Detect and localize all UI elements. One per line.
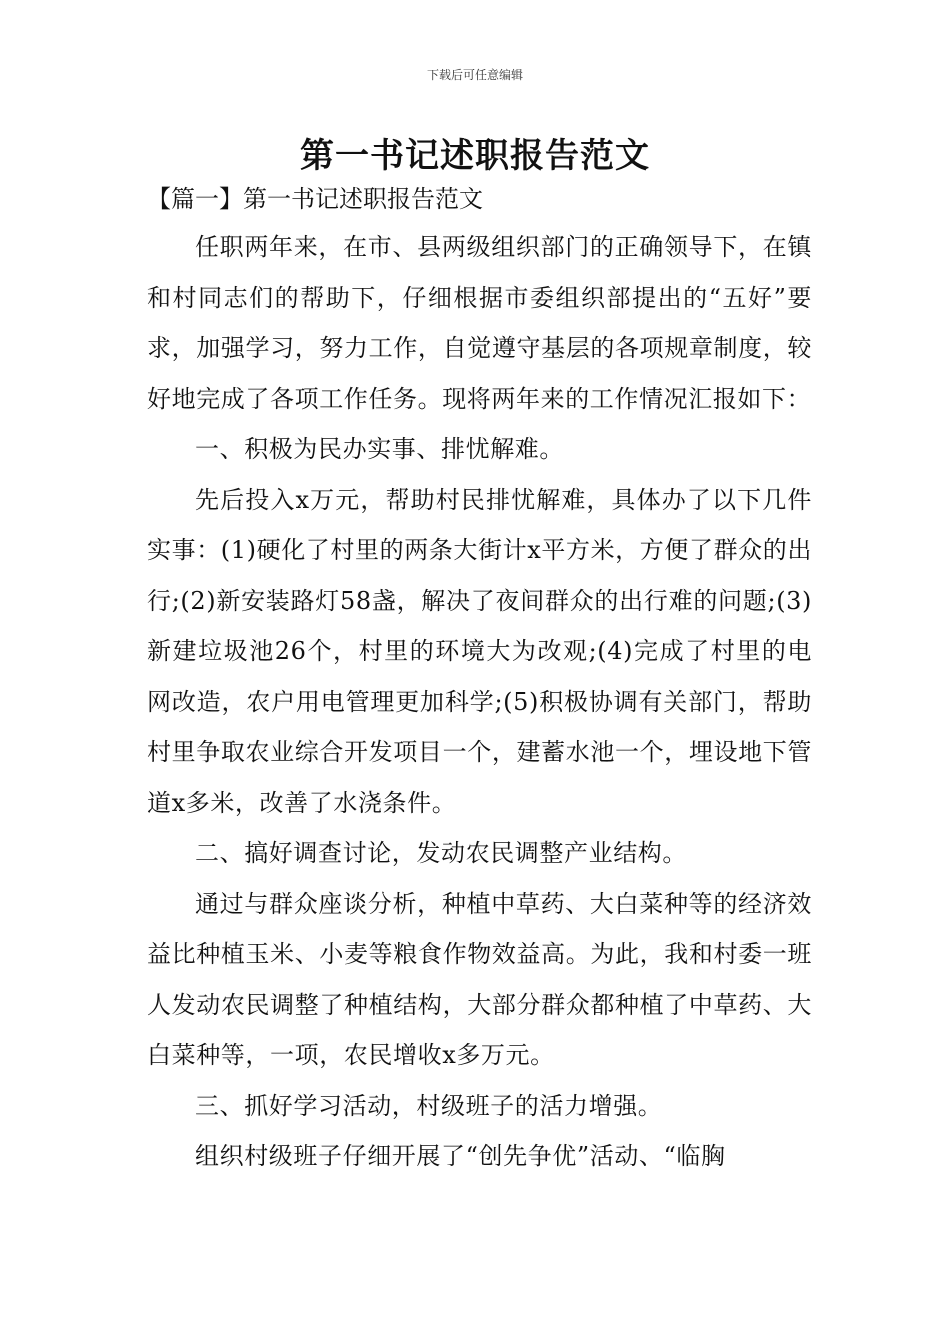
section-heading-1: 一、积极为民办实事、排忧解难。 (195, 435, 564, 463)
paragraph-section-3: 组织村级班子仔细开展了“创先争优”活动、“临胸 (195, 1142, 726, 1170)
page-header-note: 下载后可任意编辑 (426, 68, 523, 82)
document-subtitle: 【篇一】第一书记述职报告范文 (147, 185, 483, 213)
paragraph-section-2: 通过与群众座谈分析，种植中草药、大白菜种等的经济效益比种植玉米、小麦等粮食作物效益高。为此，我和村委一班人发动农民调整了种植结构，大部分群众都种植了中草药、大白菜种等，一项，农民增收x多万元。 (147, 889, 812, 1069)
document-body (147, 222, 812, 1182)
document-title: 第一书记述职报告范文 (300, 136, 650, 176)
paragraph-section-1: 先后投入x万元，帮助村民排忧解难，具体办了以下几件实事：(1)硬化了村里的两条大街计x平方米，方便了群众的出行;(2)新安装路灯58盏，解决了夜间群众的出行难的问题;(3)新建垃圾池26个，村里的环境大为改观;(4)完成了村里的电网改造，农户用电管理更加科学;(5)积极协调有关部门，帮助村里争取农业综合开发项目一个，建蓄水池一个，埋设地下管道x多米，改善了水浇条件。 (147, 485, 812, 817)
paragraph-intro: 任职两年来，在市、县两级组织部门的正确领导下，在镇和村同志们的帮助下，仔细根据市委组织部提出的“五好”要求，加强学习，努力工作，自觉遵守基层的各项规章制度，较好地完成了各项工作任务。现将两年来的工作情况汇报如下： (147, 233, 812, 413)
section-heading-2: 二、搞好调查讨论，发动农民调整产业结构。 (195, 839, 687, 867)
section-heading-3: 三、抓好学习活动，村级班子的活力增强。 (195, 1091, 663, 1120)
